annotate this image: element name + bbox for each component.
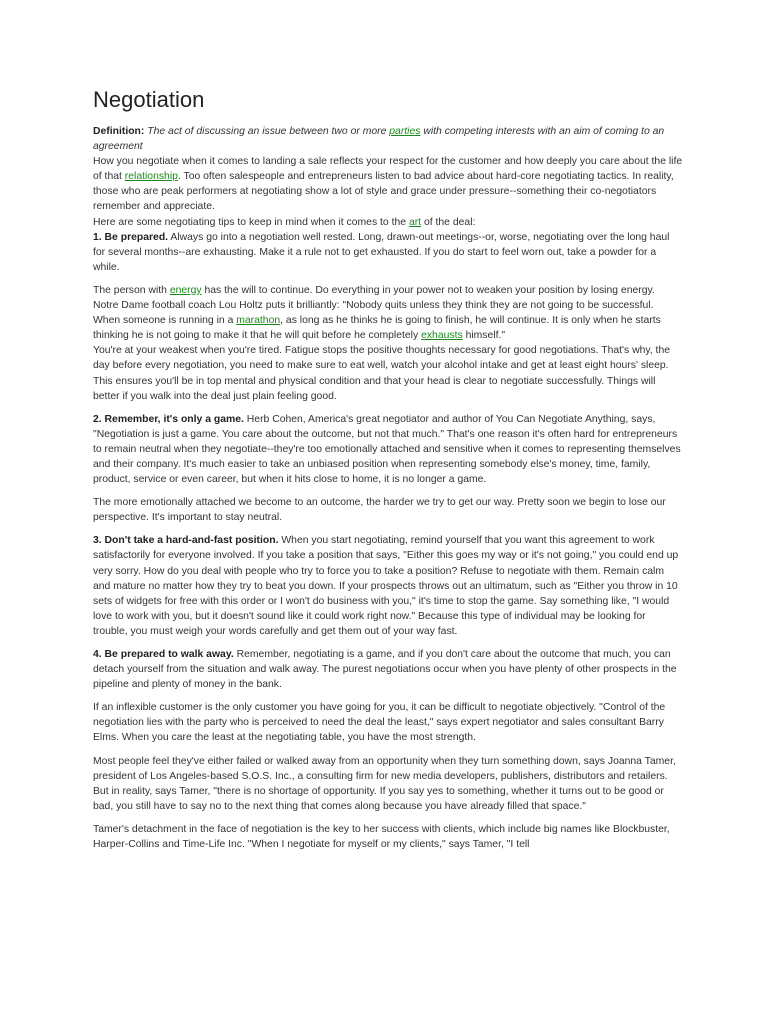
page-title: Negotiation bbox=[93, 87, 205, 112]
document-page bbox=[93, 86, 683, 852]
tip-2-heading: 2. Remember, it's only a game. bbox=[93, 413, 244, 425]
intro-paragraph: How you negotiate when it comes to landing a sale reflects your respect for the customer and how deeply you care about the life of that relationship. Too often salespeople and entrepreneurs listen to bad advice about hard-core negotiating tactics. In reality, those who are peak performers at negotiating show a lot of style and grace under pressure--something their co-negotiators remember and appreciate. bbox=[93, 156, 683, 213]
tamer-paragraph: Most people feel they've either failed or walked away from an opportunity when they turn something down, says Joanna Tamer, president of Los Angeles-based S.O.S. Inc., a consulting firm for new media developers, publishers, distributors and retailers. But in reality, says Tamer, "there is no shortage of opportunity. If you say yes to something, whether it turns out to be good or bad, you still have to say no to the next thing that comes along because you have already filled that space." bbox=[93, 755, 676, 812]
tired-paragraph: You're at your weakest when you're tired. Fatigue stops the positive thoughts necessary for good negotiations. That's why, the day before every negotiation, you need to make sure to eat well, watch your alcohol intake and get at least eight hours' sleep. This ensures you'll be in top mental and physical condition and that your head is clear to negotiate successfully. Things will better if you walk into the deal just plain feeling good. bbox=[93, 345, 671, 402]
tip-1-heading: 1. Be prepared. bbox=[93, 231, 169, 243]
tip-1 bbox=[93, 230, 683, 275]
tips-intro: Here are some negotiating tips to keep in mind when it comes to the art of the deal: bbox=[93, 216, 476, 228]
definition bbox=[93, 124, 683, 154]
tip-1-text: Always go into a negotiation well rested. Long, drawn-out meetings--or, worse, negotiating over the long haul for several months--are exhausting. Make it a rule not to get exhausted. If you do start to feel worn out, take a powder for a while. bbox=[93, 231, 670, 273]
definition-text: The act of discussing an issue between two or more parties with competing interests with an aim of coming to an agreement bbox=[93, 126, 665, 153]
link-marathon[interactable]: marathon bbox=[236, 315, 281, 327]
link-parties[interactable]: parties bbox=[389, 126, 421, 137]
detachment-paragraph: Tamer's detachment in the face of negotiation is the key to her success with clients, which include big names like Blockbuster, Harper-Collins and Time-Life Inc. "When I negotiate for myself or my clients," says Tamer, "I tell bbox=[93, 823, 670, 851]
tip-3-heading: 3. Don't take a hard-and-fast position. bbox=[93, 535, 279, 547]
tip-2-text: Herb Cohen, America's great negotiator and author of You Can Negotiate Anything, says, "Negotiation is just a game. You care about the outcome, but not that much." That's one reason it's often hard for entrepreneurs to remain neutral when they negotiate--they're too emotionally attached and sensitive when it comes to representing themselves and their company. It's much easier to take an unbiased position when representing somebody else's money, time, family, product, service or even career, but when it hits close to home, it is no longer a game. bbox=[93, 413, 681, 486]
link-exhausts[interactable]: exhausts bbox=[421, 330, 463, 342]
tip-2 bbox=[93, 412, 683, 487]
link-relationship[interactable]: relationship bbox=[124, 171, 178, 183]
tip-4 bbox=[93, 647, 683, 692]
inflexible-paragraph: If an inflexible customer is the only customer you have going for you, it can be difficult to negotiate objectively. "Control of the negotiation lies with the party who is perceived to need the deal the least," says expert negotiator and sales consultant Barry Elms. When you care the least at the negotiating table, you have the most strength. bbox=[93, 702, 666, 744]
tip-3-text: When you start negotiating, remind yourself that you want this agreement to work satisfactorily for everyone involved. If you take a position that says, "Either this goes my way or it's not going," you could end up very sorry. How do you deal with people who try to force you to take a position? Refuse to negotiate with them. Remain calm and mature no matter how they try to beat you down. If your prospects throws out an ultimatum, such as "Either you throw in 10 sets of widgets for free with this order or I won't do business with you," it's time to stop the game. Say something like, "I would love to work with you, but it doesn't sound like it could work right now." Because this type of individual may be looking for trouble, you must weigh your words carefully and get them out of your way fast. bbox=[93, 535, 679, 637]
tip-4-text: Remember, negotiating is a game, and if you don't care about the outcome that much, you can detach yourself from the situation and walk away. The purest negotiations occur when you have plenty of other prospects in the pipeline and plenty of money in the bank. bbox=[93, 649, 677, 691]
definition-label: Definition: bbox=[93, 126, 145, 137]
link-art[interactable]: art bbox=[408, 216, 422, 228]
tip-3 bbox=[93, 533, 683, 639]
energy-paragraph: The person with energy has the will to continue. Do everything in your power not to weaken your position by losing energy. Notre Dame football coach Lou Holtz puts it brilliantly: "Nobody quits unless they think they are not going to be successful. When someone is running in a marathon, as long as he thinks he is going to finish, he will continue. It is only when he starts thinking he is not going to make it that he will quit before he completely exhausts himself." bbox=[93, 284, 661, 342]
emotion-paragraph: The more emotionally attached we become to an outcome, the harder we try to get our way. Pretty soon we begin to lose our perspective. It's important to stay neutral. bbox=[93, 497, 666, 524]
tip-4-heading: 4. Be prepared to walk away. bbox=[93, 649, 234, 660]
link-energy[interactable]: energy bbox=[169, 284, 202, 296]
